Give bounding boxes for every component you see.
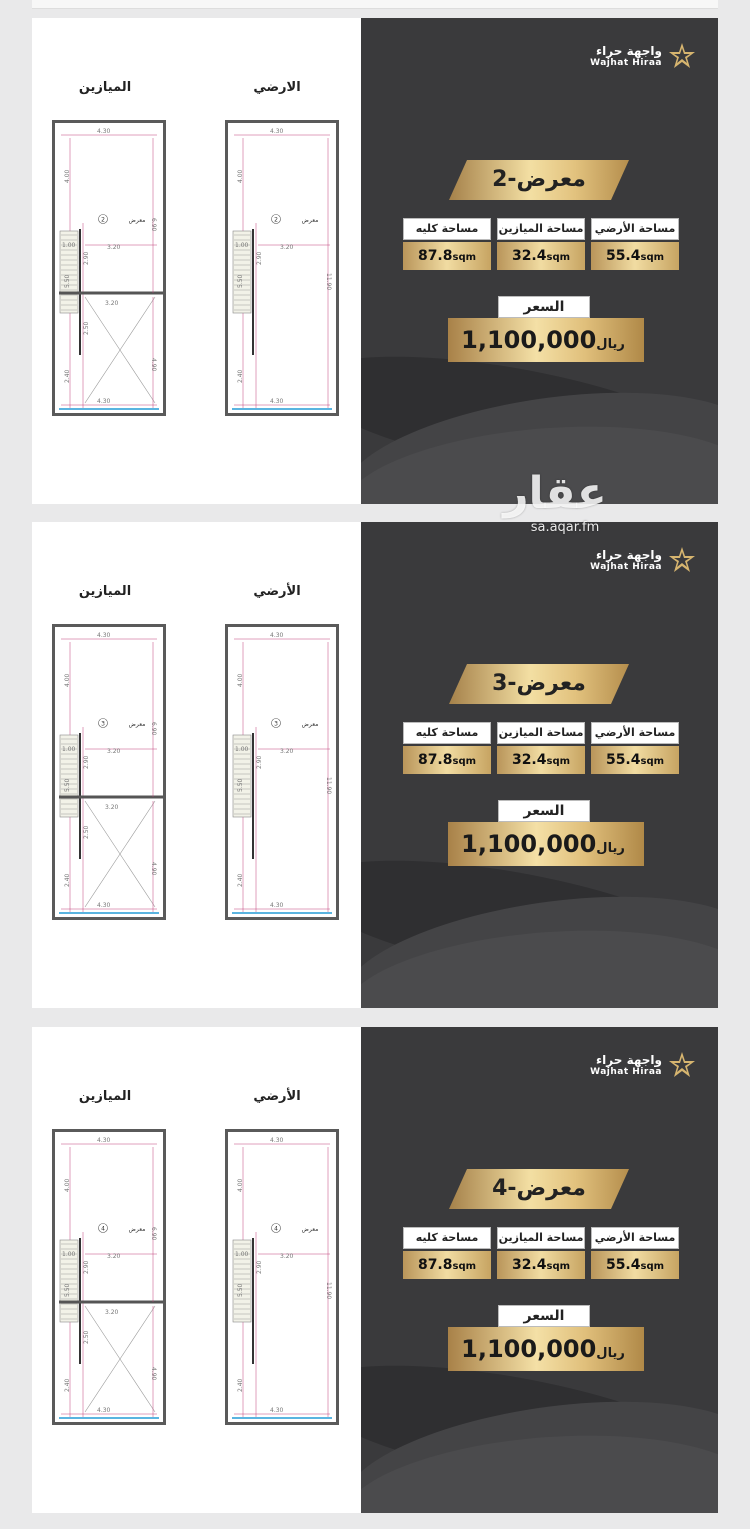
dim-stair-width: 1.00 bbox=[62, 1251, 76, 1258]
brand-name-en: Wajhat Hiraa bbox=[590, 561, 662, 572]
plan-title-mezzanine: الميازين bbox=[78, 584, 132, 599]
dim-stair-width: 1.00 bbox=[62, 746, 76, 753]
price-label: السعر bbox=[498, 800, 590, 822]
area-value: 32.4sqm bbox=[497, 242, 585, 270]
area-boxes bbox=[403, 722, 683, 774]
dim-stair-width: 1.00 bbox=[235, 242, 249, 249]
mezzanine-floor-plan bbox=[52, 1129, 166, 1425]
dim-width-top: 4.30 bbox=[270, 128, 284, 135]
dim-upper: 4.00 bbox=[64, 673, 71, 687]
area-label: مساحة الميازين bbox=[497, 722, 585, 744]
area-boxes bbox=[403, 1227, 683, 1279]
dim-upper-right: 6.90 bbox=[150, 1227, 157, 1241]
dim-lower-right: 4.90 bbox=[150, 358, 157, 372]
brand-name-ar: واجهة حراء bbox=[596, 547, 662, 562]
dim-mid1: 2.90 bbox=[256, 755, 263, 769]
dim-stair-width: 1.00 bbox=[62, 242, 76, 249]
price-value: ريال1,100,000 bbox=[461, 326, 625, 354]
dim-width-mid: 3.20 bbox=[280, 748, 294, 755]
dim-lower: 2.40 bbox=[237, 873, 244, 887]
floor-plans bbox=[32, 18, 361, 504]
area-box bbox=[497, 722, 585, 774]
mezzanine-floor-plan bbox=[52, 624, 166, 920]
dim-upper-right: 6.90 bbox=[150, 722, 157, 736]
unit-label: معرض bbox=[128, 1226, 146, 1233]
area-label: مساحة الميازين bbox=[497, 218, 585, 240]
area-box bbox=[403, 218, 491, 270]
dim-lower-right: 4.90 bbox=[150, 862, 157, 876]
dim-width-bottom: 4.30 bbox=[97, 902, 111, 909]
details-card bbox=[361, 1027, 718, 1513]
dim-mid1: 2.90 bbox=[83, 755, 90, 769]
unit-marker: 2 bbox=[101, 216, 105, 224]
brand-name-en: Wajhat Hiraa bbox=[590, 1066, 662, 1077]
dim-stair-width: 1.00 bbox=[235, 1251, 249, 1258]
details-card bbox=[361, 18, 718, 504]
details-card bbox=[361, 522, 718, 1008]
dim-mid2: 2.50 bbox=[83, 1330, 90, 1344]
area-value: 87.8sqm bbox=[403, 242, 491, 270]
dim-stair-height: 5.50 bbox=[237, 1283, 244, 1297]
area-value: 32.4sqm bbox=[497, 746, 585, 774]
dim-mid1: 2.90 bbox=[83, 251, 90, 265]
plan-title-ground: الارضي bbox=[253, 80, 301, 95]
dim-width-mid: 3.20 bbox=[280, 1253, 294, 1260]
unit-label: معرض bbox=[301, 1226, 319, 1233]
unit-marker: 3 bbox=[101, 720, 105, 728]
price-value: ريال1,100,000 bbox=[461, 1335, 625, 1363]
dim-mid-width-2: 3.20 bbox=[105, 300, 119, 307]
unit-marker: 4 bbox=[274, 1225, 278, 1233]
area-box bbox=[591, 1227, 679, 1279]
area-label: مساحة كليه bbox=[403, 722, 491, 744]
area-value: 87.8sqm bbox=[403, 1251, 491, 1279]
area-value: 55.4sqm bbox=[591, 1251, 679, 1279]
dim-mid2: 2.50 bbox=[83, 825, 90, 839]
dim-mid1: 2.90 bbox=[256, 1260, 263, 1274]
aqar-watermark-url: sa.aqar.fm bbox=[530, 520, 600, 535]
unit-label: معرض bbox=[301, 217, 319, 224]
price-label: السعر bbox=[498, 1305, 590, 1327]
mezzanine-floor-plan bbox=[52, 120, 166, 416]
brand-logo bbox=[590, 42, 696, 70]
dim-width-mid: 3.20 bbox=[280, 244, 294, 251]
unit-label: معرض bbox=[128, 217, 146, 224]
dim-width-mid: 3.20 bbox=[107, 244, 121, 251]
dim-width-top: 4.30 bbox=[270, 1137, 284, 1144]
dim-mid1: 2.90 bbox=[256, 251, 263, 265]
plan-title-ground: الأرضي bbox=[253, 1089, 301, 1104]
dim-width-bottom: 4.30 bbox=[270, 398, 284, 405]
area-box bbox=[591, 722, 679, 774]
aqar-watermark-logo: عقار bbox=[503, 468, 607, 519]
dim-lower: 2.40 bbox=[64, 369, 71, 383]
dim-stair-height: 5.50 bbox=[64, 1283, 71, 1297]
floor-plans bbox=[32, 1027, 361, 1513]
unit-label: معرض bbox=[128, 721, 146, 728]
dim-stair-height: 5.50 bbox=[64, 274, 71, 288]
brand-logo bbox=[590, 546, 696, 574]
brand-logo bbox=[590, 1051, 696, 1079]
price-label: السعر bbox=[498, 296, 590, 318]
dim-upper: 4.00 bbox=[64, 1178, 71, 1192]
area-label: مساحة الأرضي bbox=[591, 1227, 679, 1249]
dim-height-total: 11.90 bbox=[325, 273, 332, 291]
dim-width-bottom: 4.30 bbox=[97, 398, 111, 405]
star-logo-icon bbox=[668, 42, 696, 70]
dim-mid2: 2.50 bbox=[83, 321, 90, 335]
ground-floor-plan bbox=[225, 624, 339, 920]
unit-label: معرض bbox=[301, 721, 319, 728]
area-label: مساحة كليه bbox=[403, 1227, 491, 1249]
area-value: 55.4sqm bbox=[591, 242, 679, 270]
ground-floor-plan bbox=[225, 120, 339, 416]
dim-upper: 4.00 bbox=[237, 169, 244, 183]
showroom-title: معرض-3 bbox=[492, 671, 586, 696]
star-logo-icon bbox=[668, 546, 696, 574]
dim-height-total: 11.90 bbox=[325, 777, 332, 795]
floor-plans bbox=[32, 522, 361, 1008]
dim-height-total: 11.90 bbox=[325, 1282, 332, 1300]
dim-mid-width-2: 3.20 bbox=[105, 804, 119, 811]
previous-panel-edge bbox=[32, 0, 718, 9]
listing-panel bbox=[32, 1027, 718, 1513]
unit-marker: 3 bbox=[274, 720, 278, 728]
dim-lower-right: 4.90 bbox=[150, 1367, 157, 1381]
showroom-title: معرض-2 bbox=[492, 167, 586, 192]
dim-width-top: 4.30 bbox=[97, 128, 111, 135]
riyal-icon: ريال bbox=[596, 337, 625, 352]
dim-stair-height: 5.50 bbox=[64, 778, 71, 792]
area-box bbox=[403, 1227, 491, 1279]
area-label: مساحة الميازين bbox=[497, 1227, 585, 1249]
area-box bbox=[403, 722, 491, 774]
dim-width-top: 4.30 bbox=[270, 632, 284, 639]
star-logo-icon bbox=[668, 1051, 696, 1079]
plan-title-ground: الأرضي bbox=[253, 584, 301, 599]
listing-panel bbox=[32, 522, 718, 1008]
dim-mid1: 2.90 bbox=[83, 1260, 90, 1274]
dim-mid-width-2: 3.20 bbox=[105, 1309, 119, 1316]
ground-floor-plan bbox=[225, 1129, 339, 1425]
dim-lower: 2.40 bbox=[64, 873, 71, 887]
area-value: 87.8sqm bbox=[403, 746, 491, 774]
dim-upper: 4.00 bbox=[237, 1178, 244, 1192]
area-label: مساحة كليه bbox=[403, 218, 491, 240]
dim-width-top: 4.30 bbox=[97, 632, 111, 639]
listing-panel bbox=[32, 18, 718, 504]
dim-width-top: 4.30 bbox=[97, 1137, 111, 1144]
dim-width-mid: 3.20 bbox=[107, 1253, 121, 1260]
dim-upper-right: 6.90 bbox=[150, 218, 157, 232]
brand-name-en: Wajhat Hiraa bbox=[590, 57, 662, 68]
area-label: مساحة الأرضي bbox=[591, 722, 679, 744]
dim-width-mid: 3.20 bbox=[107, 748, 121, 755]
dim-upper: 4.00 bbox=[64, 169, 71, 183]
area-box bbox=[591, 218, 679, 270]
dim-stair-width: 1.00 bbox=[235, 746, 249, 753]
area-value: 32.4sqm bbox=[497, 1251, 585, 1279]
unit-marker: 4 bbox=[101, 1225, 105, 1233]
dim-width-bottom: 4.30 bbox=[270, 1407, 284, 1414]
area-box bbox=[497, 218, 585, 270]
area-boxes bbox=[403, 218, 683, 270]
dim-stair-height: 5.50 bbox=[237, 274, 244, 288]
dim-lower: 2.40 bbox=[237, 1378, 244, 1392]
unit-marker: 2 bbox=[274, 216, 278, 224]
dim-lower: 2.40 bbox=[237, 369, 244, 383]
brand-name-ar: واجهة حراء bbox=[596, 1052, 662, 1067]
riyal-icon: ريال bbox=[596, 841, 625, 856]
brand-name-ar: واجهة حراء bbox=[596, 43, 662, 58]
area-value: 55.4sqm bbox=[591, 746, 679, 774]
plan-title-mezzanine: الميازين bbox=[78, 80, 132, 95]
dim-upper: 4.00 bbox=[237, 673, 244, 687]
area-box bbox=[497, 1227, 585, 1279]
dim-width-bottom: 4.30 bbox=[270, 902, 284, 909]
dim-width-bottom: 4.30 bbox=[97, 1407, 111, 1414]
area-label: مساحة الأرضي bbox=[591, 218, 679, 240]
showroom-title: معرض-4 bbox=[492, 1176, 586, 1201]
riyal-icon: ريال bbox=[596, 1346, 625, 1361]
price-value: ريال1,100,000 bbox=[461, 830, 625, 858]
dim-stair-height: 5.50 bbox=[237, 778, 244, 792]
plan-title-mezzanine: الميازين bbox=[78, 1089, 132, 1104]
dim-lower: 2.40 bbox=[64, 1378, 71, 1392]
